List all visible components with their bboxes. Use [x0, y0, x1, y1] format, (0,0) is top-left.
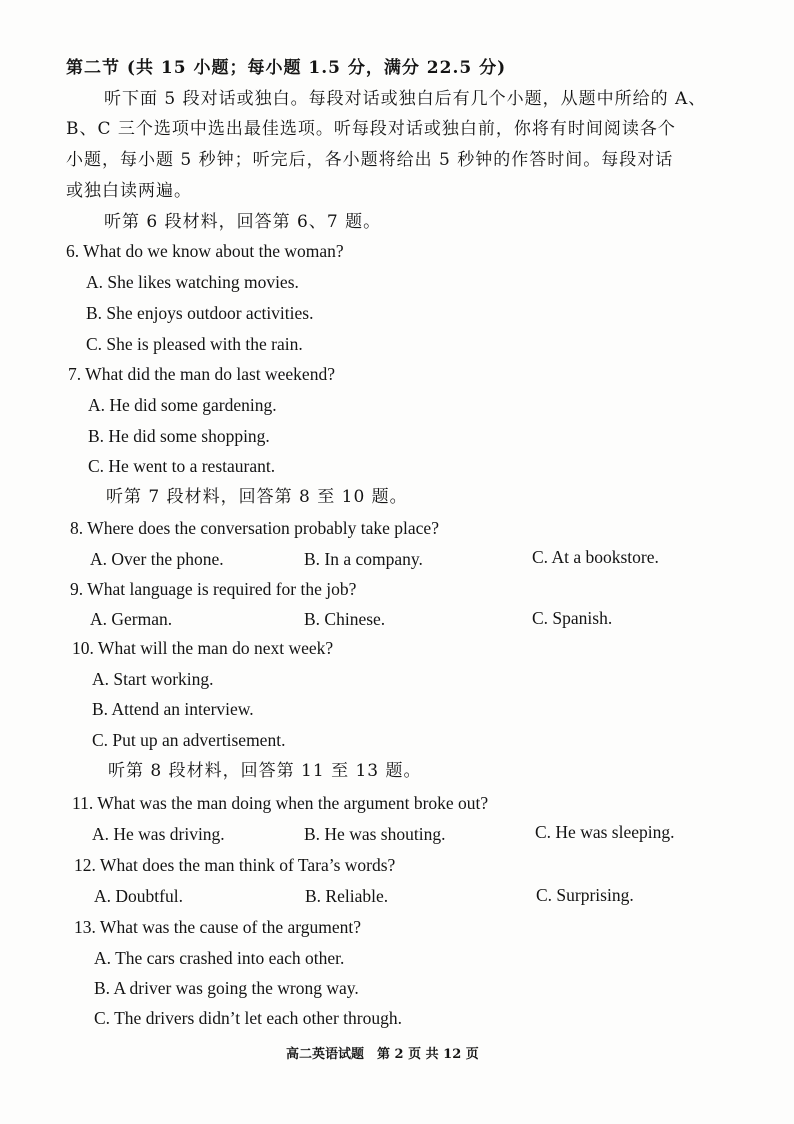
instruction-line: B、C 三个选项中选出最佳选项。听每段对话或独白前，你将有时间阅读各个 [66, 119, 676, 139]
question-6-stem: 6. What do we know about the woman? [66, 241, 344, 261]
material-heading-7: 听第 7 段材料，回答第 8 至 10 题。 [106, 487, 408, 507]
question-9-option-c: C. Spanish. [532, 608, 613, 628]
instruction-line: 小题，每小题 5 秒钟；听完后，各小题将给出 5 秒钟的作答时间。每段对话 [66, 150, 674, 170]
question-7-stem: 7. What did the man do last weekend? [68, 364, 335, 384]
question-7-option-a: A. He did some gardening. [88, 395, 277, 415]
question-7-option-b: B. He did some shopping. [88, 426, 270, 446]
question-6-option-c: C. She is pleased with the rain. [86, 334, 303, 354]
question-9-stem: 9. What language is required for the job? [70, 579, 357, 599]
question-6-option-a: A. She likes watching movies. [86, 272, 299, 292]
question-8-option-b: B. In a company. [304, 549, 423, 569]
question-12-option-c: C. Surprising. [536, 885, 634, 905]
question-10-option-c: C. Put up an advertisement. [92, 730, 286, 750]
material-heading-6: 听第 6 段材料，回答第 6、7 题。 [104, 212, 382, 232]
question-12-option-b: B. Reliable. [305, 886, 389, 906]
question-13-stem: 13. What was the cause of the argument? [74, 917, 362, 937]
question-10-option-b: B. Attend an interview. [92, 699, 254, 719]
question-8-option-a: A. Over the phone. [90, 549, 224, 569]
question-11-option-c: C. He was sleeping. [535, 822, 675, 842]
section-header: 第二节 (共 15 小题；每小题 1.5 分，满分 22.5 分) [66, 58, 507, 78]
question-11-stem: 11. What was the man doing when the argument broke out? [72, 793, 489, 813]
instruction-line: 听下面 5 段对话或独白。每段对话或独白后有几个小题，从题中所给的 A、 [104, 89, 707, 109]
question-12-stem: 12. What does the man think of Tara’s words? [74, 855, 396, 875]
page-footer: 高二英语试题 第 2 页 共 12 页 [286, 1047, 479, 1062]
question-13-option-b: B. A driver was going the wrong way. [94, 978, 359, 998]
question-10-option-a: A. Start working. [92, 669, 214, 689]
question-6-option-b: B. She enjoys outdoor activities. [86, 303, 314, 323]
question-13-option-a: A. The cars crashed into each other. [94, 948, 345, 968]
question-11-option-a: A. He was driving. [92, 824, 225, 844]
question-9-option-b: B. Chinese. [304, 609, 386, 629]
question-9-option-a: A. German. [90, 609, 173, 629]
material-heading-8: 听第 8 段材料，回答第 11 至 13 题。 [108, 761, 422, 781]
question-8-option-c: C. At a bookstore. [532, 547, 659, 567]
question-8-stem: 8. Where does the conversation probably take place? [70, 518, 439, 538]
question-12-option-a: A. Doubtful. [94, 886, 183, 906]
instruction-line: 或独白读两遍。 [66, 181, 192, 201]
question-7-option-c: C. He went to a restaurant. [88, 456, 276, 476]
question-13-option-c: C. The drivers didn’t let each other through. [94, 1008, 402, 1028]
question-11-option-b: B. He was shouting. [304, 824, 446, 844]
question-10-stem: 10. What will the man do next week? [72, 638, 334, 658]
